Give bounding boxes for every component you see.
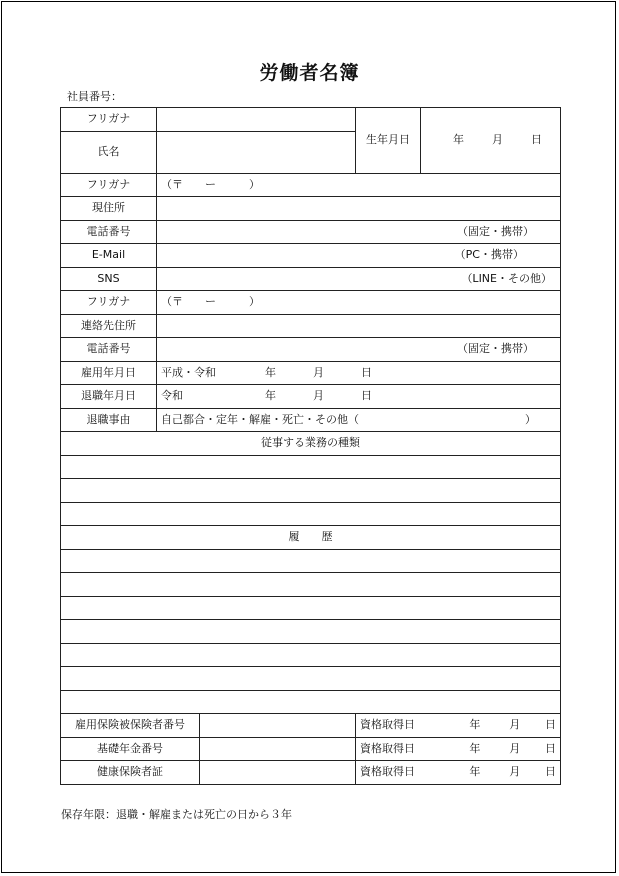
history-line[interactable] <box>61 643 561 667</box>
pension-year-unit: 年 <box>469 741 481 755</box>
retire-era: 令和 <box>161 389 183 403</box>
birthdate-field[interactable] <box>421 108 561 174</box>
insurance-month-unit: 月 <box>509 718 521 732</box>
pension-day-unit: 日 <box>545 741 556 755</box>
insurance-number-field[interactable] <box>200 714 356 738</box>
health-insurance-label: 健康保険者証 <box>61 761 200 785</box>
contact-phone-hint: （固定・携帯） <box>457 342 534 356</box>
insurance-day-unit: 日 <box>545 718 556 732</box>
retire-reason-options: 自己都合・定年・解雇・死亡・その他（ <box>161 412 359 426</box>
history-line[interactable] <box>61 667 561 691</box>
furigana-field[interactable] <box>157 108 356 132</box>
insurance-number-label: 雇用保険被保険者番号 <box>61 714 200 738</box>
contact-phone-label: 電話番号 <box>61 338 157 362</box>
retire-reason-close: ） <box>525 412 536 426</box>
retire-reason-label: 退職事由 <box>61 408 157 432</box>
pension-month-unit: 月 <box>509 741 521 755</box>
document-title: 労働者名簿 <box>259 62 360 84</box>
sns-label: SNS <box>61 267 157 291</box>
address-label: 現住所 <box>61 197 157 221</box>
hire-month-unit: 月 <box>313 365 324 379</box>
phone-field[interactable] <box>157 220 561 244</box>
pension-qualification-field[interactable] <box>356 737 561 761</box>
name-label: 氏名 <box>61 131 157 173</box>
pension-qualification-label: 資格取得日 <box>360 741 415 755</box>
history-line[interactable] <box>61 573 561 597</box>
employee-number-label: 社員番号： <box>67 90 122 103</box>
birth-year-unit: 年 <box>453 133 464 147</box>
health-qualification-label: 資格取得日 <box>360 765 415 779</box>
work-type-line[interactable] <box>61 455 561 479</box>
hire-day-unit: 日 <box>361 365 372 379</box>
work-type-line[interactable] <box>61 502 561 526</box>
address-furigana-field[interactable] <box>157 173 561 197</box>
email-field[interactable] <box>157 244 561 268</box>
name-field[interactable] <box>157 131 356 173</box>
history-header: 履 歴 <box>61 526 561 550</box>
health-month-unit: 月 <box>509 765 521 779</box>
retire-month-unit: 月 <box>313 389 324 403</box>
contact-address-field[interactable] <box>157 314 561 338</box>
hire-year-unit: 年 <box>265 365 276 379</box>
email-hint: （PC・携帯） <box>454 248 524 262</box>
insurance-qualification-field[interactable] <box>356 714 561 738</box>
contact-furigana-field[interactable] <box>157 291 561 315</box>
health-day-unit: 日 <box>545 765 556 779</box>
birth-day-unit: 日 <box>531 133 542 147</box>
retire-reason-field[interactable] <box>157 408 561 432</box>
retire-date-field[interactable] <box>157 385 561 409</box>
retire-date-label: 退職年月日 <box>61 385 157 409</box>
history-line[interactable] <box>61 596 561 620</box>
history-line[interactable] <box>61 690 561 714</box>
health-insurance-field[interactable] <box>200 761 356 785</box>
phone-hint: （固定・携帯） <box>457 224 534 238</box>
history-line[interactable] <box>61 549 561 573</box>
address-field[interactable] <box>157 197 561 221</box>
contact-furigana-label: フリガナ <box>61 291 157 315</box>
sns-hint: （LINE・その他） <box>461 271 552 285</box>
contact-phone-field[interactable] <box>157 338 561 362</box>
health-qualification-field[interactable] <box>356 761 561 785</box>
hire-date-field[interactable] <box>157 361 561 385</box>
sns-field[interactable] <box>157 267 561 291</box>
history-line[interactable] <box>61 620 561 644</box>
contact-postal-hint: （〒 ー ） <box>161 295 260 309</box>
hire-era: 平成・令和 <box>161 365 216 379</box>
retire-day-unit: 日 <box>361 389 372 403</box>
birthdate-label: 生年月日 <box>356 108 421 174</box>
contact-address-label: 連絡先住所 <box>61 314 157 338</box>
retire-year-unit: 年 <box>265 389 276 403</box>
phone-label: 電話番号 <box>61 220 157 244</box>
work-type-line[interactable] <box>61 479 561 503</box>
hire-date-label: 雇用年月日 <box>61 361 157 385</box>
furigana-label: フリガナ <box>61 108 157 132</box>
birth-month-unit: 月 <box>492 133 503 147</box>
retention-note: 保存年限：退職・解雇または死亡の日から３年 <box>61 808 292 821</box>
email-label: E-Mail <box>61 244 157 268</box>
pension-number-label: 基礎年金番号 <box>61 737 200 761</box>
insurance-year-unit: 年 <box>469 718 481 732</box>
insurance-qualification-label: 資格取得日 <box>360 718 415 732</box>
postal-hint: （〒 ー ） <box>161 177 260 191</box>
work-type-header: 従事する業務の種類 <box>61 432 561 456</box>
pension-number-field[interactable] <box>200 737 356 761</box>
health-year-unit: 年 <box>469 765 481 779</box>
address-furigana-label: フリガナ <box>61 173 157 197</box>
roster-form <box>60 107 561 785</box>
